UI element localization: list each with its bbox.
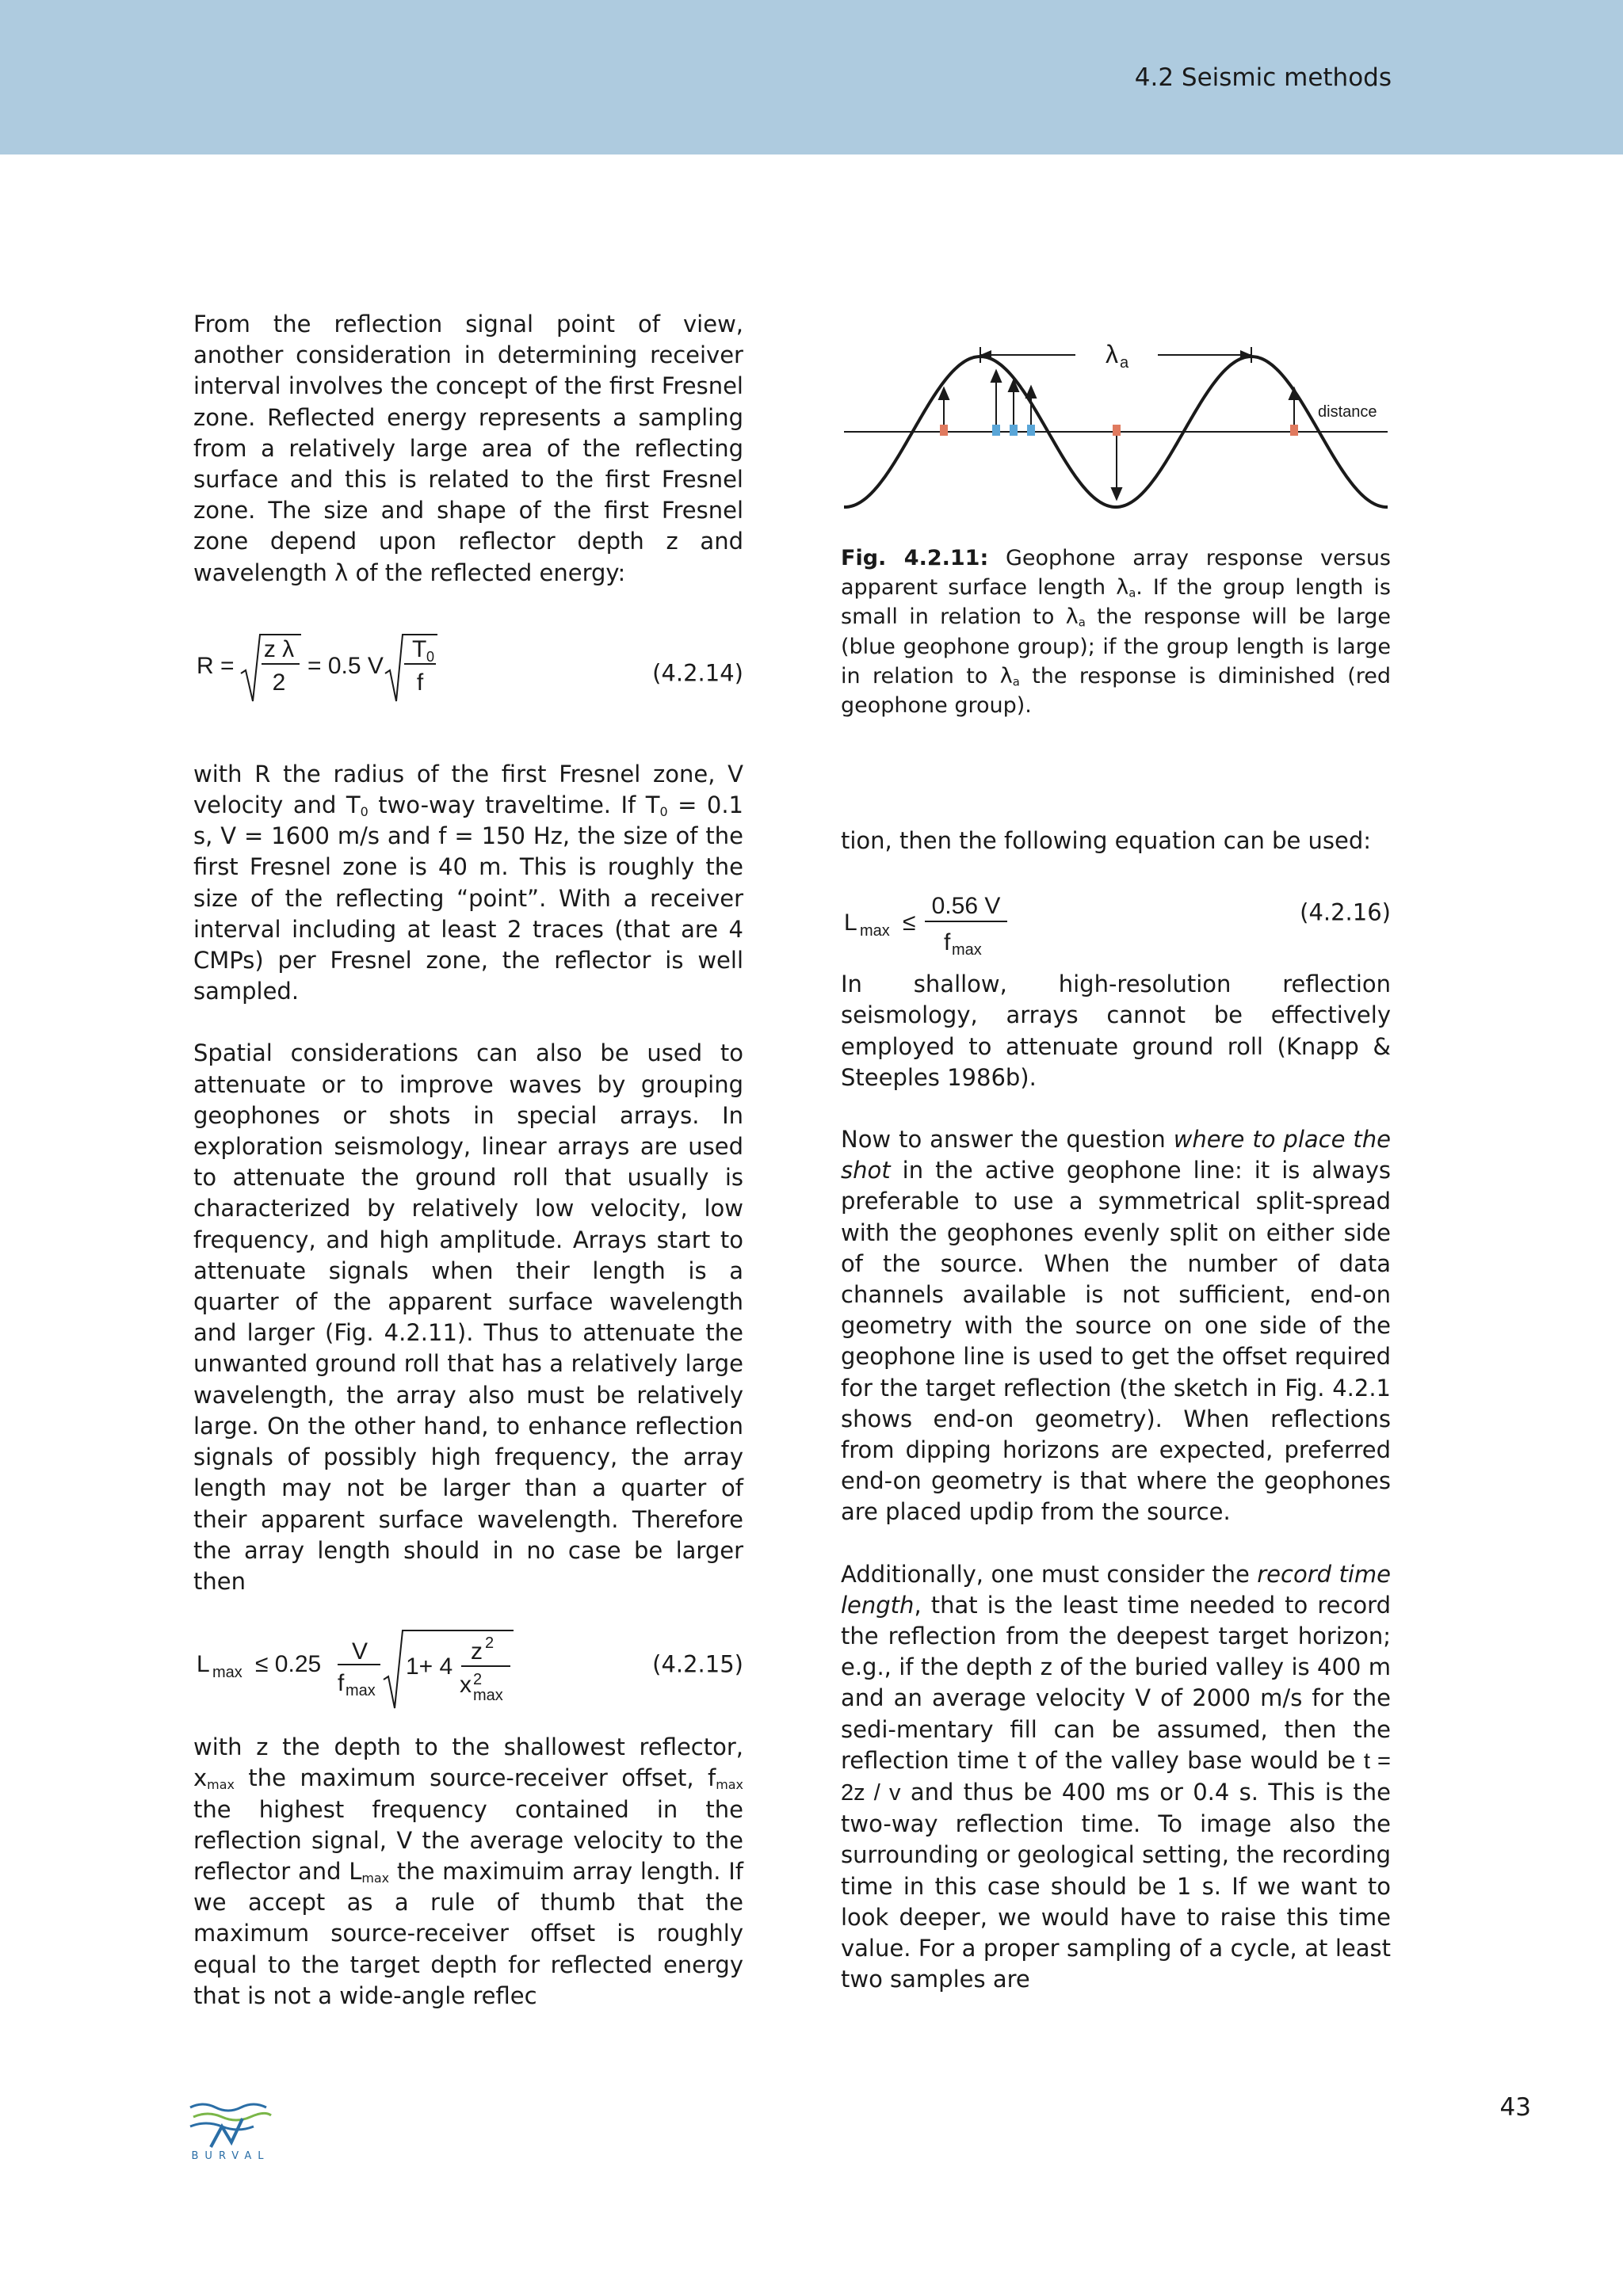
paragraph: tion, then the following equation can be used: bbox=[841, 827, 1372, 854]
eq-frac1-num: z λ bbox=[263, 635, 295, 662]
paragraph: From the reflection signal point of view, another consideration in determining receiver interval involves the concept of the first Fresnel zone. Reflected energy represents a sampling from a relatively large area of the reflecting surface and this is related to the first Fresnel zone. The size and shape of the first Fresnel zone depend upon reflector depth z and wavelength λ of the reflected energy: bbox=[193, 311, 743, 586]
svg-text:max: max bbox=[952, 941, 982, 959]
svg-text:2: 2 bbox=[485, 1634, 495, 1653]
paragraph: In shallow, high-resolution reflection seismology, arrays cannot be effectively employed to attenuate ground roll (Knapp & Steeples 1986b). bbox=[841, 971, 1391, 1091]
svg-text:L: L bbox=[844, 910, 857, 936]
equation-4-2-16 bbox=[841, 856, 1391, 969]
svg-text:f: f bbox=[338, 1670, 345, 1697]
paragraph: Spatial considerations can also be used to attenuate or to improve waves by grouping geophones or shots in special arrays. In exploration seismology, linear arrays are used to attenuate the ground roll that usually is characterized by relatively low velocity, low frequency, and high amplitude. Arrays start to attenuate signals when their length is a quarter of the apparent surface wavelength and larger (Fig. 4.2.11). Thus to attenuate the unwanted ground roll that has a relatively large wavelength, the array also must be relatively large. On the other hand, to enhance reflection signals of possibly high frequency, the array length may not be larger than a quarter of their apparent surface wavelength. Therefore the array length should in no case be larger then bbox=[193, 1039, 743, 1595]
distance-label: distance bbox=[1318, 403, 1377, 421]
svg-text:z: z bbox=[471, 1638, 483, 1665]
lambda-sub: a bbox=[1120, 354, 1129, 372]
svg-text:x: x bbox=[460, 1672, 472, 1699]
equation-number: (4.2.16) bbox=[1300, 898, 1391, 926]
figure-caption: Fig. 4.2.11: Geophone array response versus apparent surface length $\lambda_a$. If the group length is small in relation to $\lambda_a$ the response will be large (blue geophone group); if the group length is large in relation to $\lambda_a$ the response is diminished (red geophone group). bbox=[841, 546, 1391, 719]
sqrt-sign bbox=[385, 635, 437, 701]
svg-text:2: 2 bbox=[473, 1671, 483, 1689]
equation-number: (4.2.15) bbox=[652, 1650, 743, 1678]
header-band bbox=[0, 0, 1623, 154]
eq-frac2-num-sub: 0 bbox=[426, 648, 435, 665]
equation-4-2-15 bbox=[193, 1597, 743, 1732]
figure-4-2-11 bbox=[841, 341, 1391, 515]
inline-equation: t = 2z / v bbox=[841, 1748, 1391, 1806]
svg-text:max: max bbox=[346, 1682, 376, 1700]
svg-text:1+ 4: 1+ 4 bbox=[406, 1653, 453, 1680]
right-column bbox=[841, 826, 1391, 1996]
svg-text:≤ 0.25: ≤ 0.25 bbox=[255, 1651, 322, 1678]
equation-4-2-14 bbox=[193, 589, 743, 759]
logo-text: BURVAL bbox=[191, 2150, 270, 2162]
paragraph: Additionally, one must consider the record time length, that is the least time needed to record the reflection from the deepest target horizon; e.g., if the depth z of the buried valley is 400 m and an average velocity V of 2000 m/s for the sedi-mentary fill can be assumed, then the reflection time t of the valley base would be t = 2z / v and thus be 400 ms or 0.4 s. This is the two-way reflection time. To image also the surrounding or geological setting, the recording time in this case should be 1 s. If we want to look deeper, we would have to raise this time value. For a proper sampling of a cycle, at least two samples are bbox=[841, 1560, 1391, 1993]
geophone-array-diagram bbox=[841, 341, 1391, 515]
svg-text:≤: ≤ bbox=[903, 910, 916, 936]
section-title: 4.2 Seismic methods bbox=[1134, 63, 1392, 92]
page-number: 43 bbox=[1499, 2093, 1531, 2122]
equation-number: (4.2.14) bbox=[652, 659, 743, 687]
blue-geophone-group bbox=[992, 425, 1035, 436]
svg-text:0.56 V: 0.56 V bbox=[931, 893, 1001, 920]
eq-frac1-den: 2 bbox=[272, 669, 286, 696]
caption-label: Fig. 4.2.11: bbox=[841, 546, 989, 570]
paragraph: Now to answer the question where to place the shot in the active geophone line: it is always preferable to use a symmetrical split-spread with the geophones evenly split on either side of the source. When the number of data channels available is not sufficient, end-on geometry with the source on one side of the geophone line is used to get the offset required for the target reflection (the sketch in Fig. 4.2.1 shows end-on geometry). When reflections from dipping horizons are expected, preferred end-on geometry is that where the geophones are placed updip from the source. bbox=[841, 1126, 1391, 1526]
svg-text:max: max bbox=[860, 922, 890, 940]
svg-text:max: max bbox=[473, 1687, 503, 1705]
svg-text:max: max bbox=[212, 1664, 242, 1682]
lambda-label: λ bbox=[1106, 341, 1118, 368]
eq-frac2-num: T bbox=[412, 635, 427, 662]
paragraph: with z the depth to the shallowest reflector, $x_{max}$ the maximum source-receiver offset, $f_{max}$ the highest frequency contained in the reflection signal, V the average velocity to the reflector and $L_{max}$ the maximuim array length. If we accept as a rule of thumb that the maximum source-receiver offset is roughly equal to the target depth for reflected energy that is not a wide-angle reflec bbox=[193, 1733, 743, 2009]
eq-mid: = 0.5 V bbox=[307, 652, 384, 679]
svg-text:V: V bbox=[351, 1638, 369, 1665]
eq-frac2-den: f bbox=[416, 669, 424, 696]
paragraph: with R the radius of the first Fresnel zone, V velocity and $T_0$ two-way traveltime. If $T_0 = 0.1$ s, V = 1600 m/s and f = 150 Hz, the size of the first Fresnel zone is 40 m. This is roughly the size of the reflecting “point”. With a receiver interval including at least 2 traces (that are 4 CMPs) per Fresnel zone, the reflector is well sampled. bbox=[193, 760, 743, 1005]
eq-lhs: R = bbox=[197, 652, 235, 679]
svg-text:f: f bbox=[944, 929, 951, 956]
left-column bbox=[193, 309, 743, 2012]
svg-text:L: L bbox=[197, 1651, 210, 1678]
